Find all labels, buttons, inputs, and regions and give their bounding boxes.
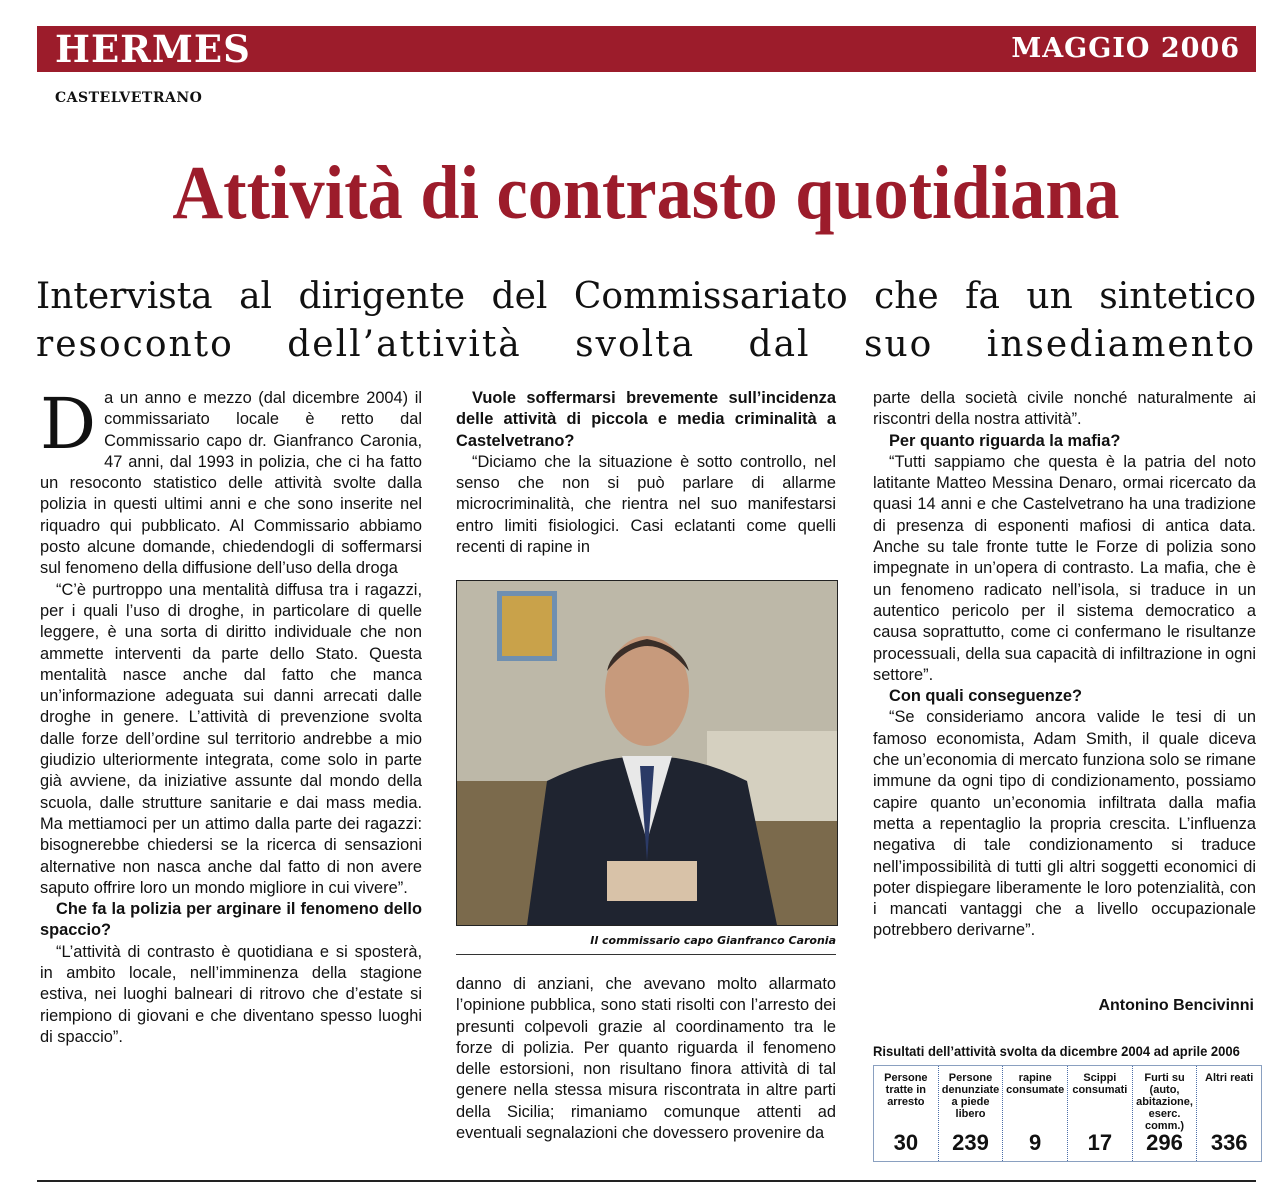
- stat-arrests: [874, 1066, 938, 1161]
- stat-label: Furti su (auto, abitazione, eserc. comm.): [1136, 1072, 1193, 1132]
- interview-question: Con quali conseguenze?: [889, 687, 1083, 706]
- stat-label: Persone denunziate a piede libero: [941, 1072, 1000, 1120]
- answer-paragraph: “C’è purtroppo una mentalità diffusa tra i ragazzi, per i quali l’uso di droghe, in particolare di quelle leggere, è una sorta di diritto individuale che non ammette interventi da parte dello Stato. Questa mentalità nasce anche dal fatto che manca un’informazione adeguata sui danni arrecati dalle droghe in genere. L’attività di prevenzione svolta dalle forze dell’ordine sul territorio andrebbe a mio giudizio ulteriormente integrata, come solo in parte già avviene, da iniziative assunte dal mondo della scuola, dalle strutture sanitarie e dai mass media. Ma mettiamoci per un attimo dalla parte dei ragazzi: bisognerebbe chiedersi se la ricerca di sensazioni alternative non nasca anche dal fatto di non avere saputo offrire loro un mondo migliore in cui vivere”.: [40, 580, 422, 897]
- masthead-title: HERMES: [55, 27, 251, 71]
- answer-paragraph: “L’attività di contrasto è quotidiana e si sposterà, in ambito locale, nell’imminenza della stagione estiva, nei luoghi balneari di ritrovo che d’estate si riempiono di giovani e che diventano spesso luoghi di spaccio”.: [40, 942, 422, 1046]
- stat-label: Persone tratte in arresto: [884, 1072, 928, 1108]
- commissioner-photo: [456, 580, 838, 926]
- page-bottom-rule: [37, 1180, 1256, 1182]
- photo-caption: Il commissario capo Gianfranco Caronia: [590, 934, 836, 947]
- stat-value: 296: [1146, 1130, 1183, 1155]
- article-column-2-top: [456, 388, 836, 558]
- stat-thefts: [1132, 1066, 1197, 1161]
- issue-date: MAGGIO 2006: [1011, 33, 1240, 64]
- headline: Attività di contrasto quotidiana: [172, 151, 1120, 235]
- drop-cap: D: [40, 383, 97, 465]
- answer-paragraph: “Tutti sappiamo che questa è la patria del noto latitante Matteo Messina Denaro, ormai ricercato da quasi 14 anni e che Castelvetrano ha una tradizione di presenza di esponenti mafiosi di antica data. Anche su tale fronte tutte le Forze di polizia sono impegnate in un’opera di contrasto. La mafia, che è un fenomeno radicato nell’isola, si traduce in un autentico pericolo per il sistema democratico a causa soprattutto, come ci confermano le risultanze processuali, della sua capacità di infiltrazione in ogni settore”.: [873, 452, 1256, 684]
- article-column-1: [40, 383, 422, 1048]
- stat-bag-snatching: [1067, 1066, 1132, 1161]
- interview-question: Vuole soffermarsi brevemente sull’incidenza delle attività di piccola e media criminalità a Castelvetrano?: [456, 389, 836, 450]
- answer-paragraph: “Diciamo che la situazione è sotto controllo, nel senso che non si può parlare di allarme microcriminalità, che rientra nel suo manifestarsi entro limiti fisiologici. Casi eclatanti come quelli recenti di rapine in: [456, 452, 836, 557]
- stat-robberies: [1002, 1066, 1067, 1161]
- stat-value: 239: [952, 1130, 989, 1155]
- article-column-3: [873, 388, 1256, 942]
- author-byline: Antonino Bencivinni: [1098, 997, 1254, 1014]
- article-column-2-bottom: [456, 974, 836, 1144]
- caption-divider: [456, 954, 836, 955]
- stat-value: 30: [893, 1130, 919, 1155]
- continuation-paragraph: parte della società civile nonché naturalmente ai riscontri della nostra attività”.: [873, 389, 1256, 429]
- stat-value: 336: [1210, 1130, 1248, 1155]
- answer-paragraph: danno di anziani, che avevano molto allarmato l’opinione pubblica, sono stati risolti con l’arresto dei presunti colpevoli grazie al coordinamento tra le forze di polizia. Per quanto riguarda il fenomeno delle estorsioni, non risultano finora attività di tal genere nella stessa misura riscontrata in altre parti della Sicilia; rimaniamo comunque attenti ad eventuali segnalazioni che dovessero provenire da: [456, 975, 836, 1143]
- portrait-illustration: [457, 581, 837, 925]
- subheadline-line-2: resoconto dell’attività svolta dal suo insediamento: [36, 324, 1256, 365]
- stat-label: rapine consumate: [1006, 1072, 1065, 1096]
- stat-label: Altri reati: [1205, 1072, 1254, 1084]
- subheadline-line-1: Intervista al dirigente del Commissariato che fa un sintetico: [36, 276, 1256, 317]
- interview-question: Che fa la polizia per arginare il fenomeno dello spaccio?: [40, 900, 422, 940]
- stat-label: Scippi consumati: [1072, 1072, 1128, 1096]
- section-label: CASTELVETRANO: [55, 90, 203, 106]
- interview-question: Per quanto riguarda la mafia?: [889, 431, 1121, 450]
- stat-value: 9: [1029, 1130, 1042, 1155]
- answer-paragraph: “Se consideriamo ancora valide le tesi di un famoso economista, Adam Smith, il quale diceva che un’economia di mercato funziona solo se rimane immune da ogni tipo di condizionamento, possiamo capire quanto un’economia infiltrata dalla mafia metta a repentaglio la propria crescita. L’influenza negativa di tale condizionamento si traduce nell’impossibilità di tutti gli altri soggetti economici di poter dispiegare liberamente le loro potenzialità, con i mancati vantaggi che a livello occupazionale potrebbero derivarne”.: [873, 708, 1256, 940]
- stats-table-title: Risultati dell’attività svolta da dicembre 2004 ad aprile 2006: [873, 1043, 1240, 1059]
- stat-reported: [938, 1066, 1003, 1161]
- stat-value: 17: [1087, 1130, 1113, 1155]
- stat-other-crimes: [1196, 1066, 1261, 1161]
- stats-table: [873, 1065, 1262, 1162]
- intro-paragraph: a un anno e mezzo (dal dicembre 2004) il commissariato locale è retto dal Commissario capo dr. Gianfranco Caronia, 47 anni, dal 1993 in polizia, che ci ha fatto un resoconto statistico delle attività svolte dalla polizia in questi ultimi anni e che sono inserite nel riquadro qui pubblicato. Al Commissario abbiamo posto alcune domande, chiedendogli di soffermarsi sul fenomeno della diffusione dell’uso della droga: [40, 389, 422, 578]
